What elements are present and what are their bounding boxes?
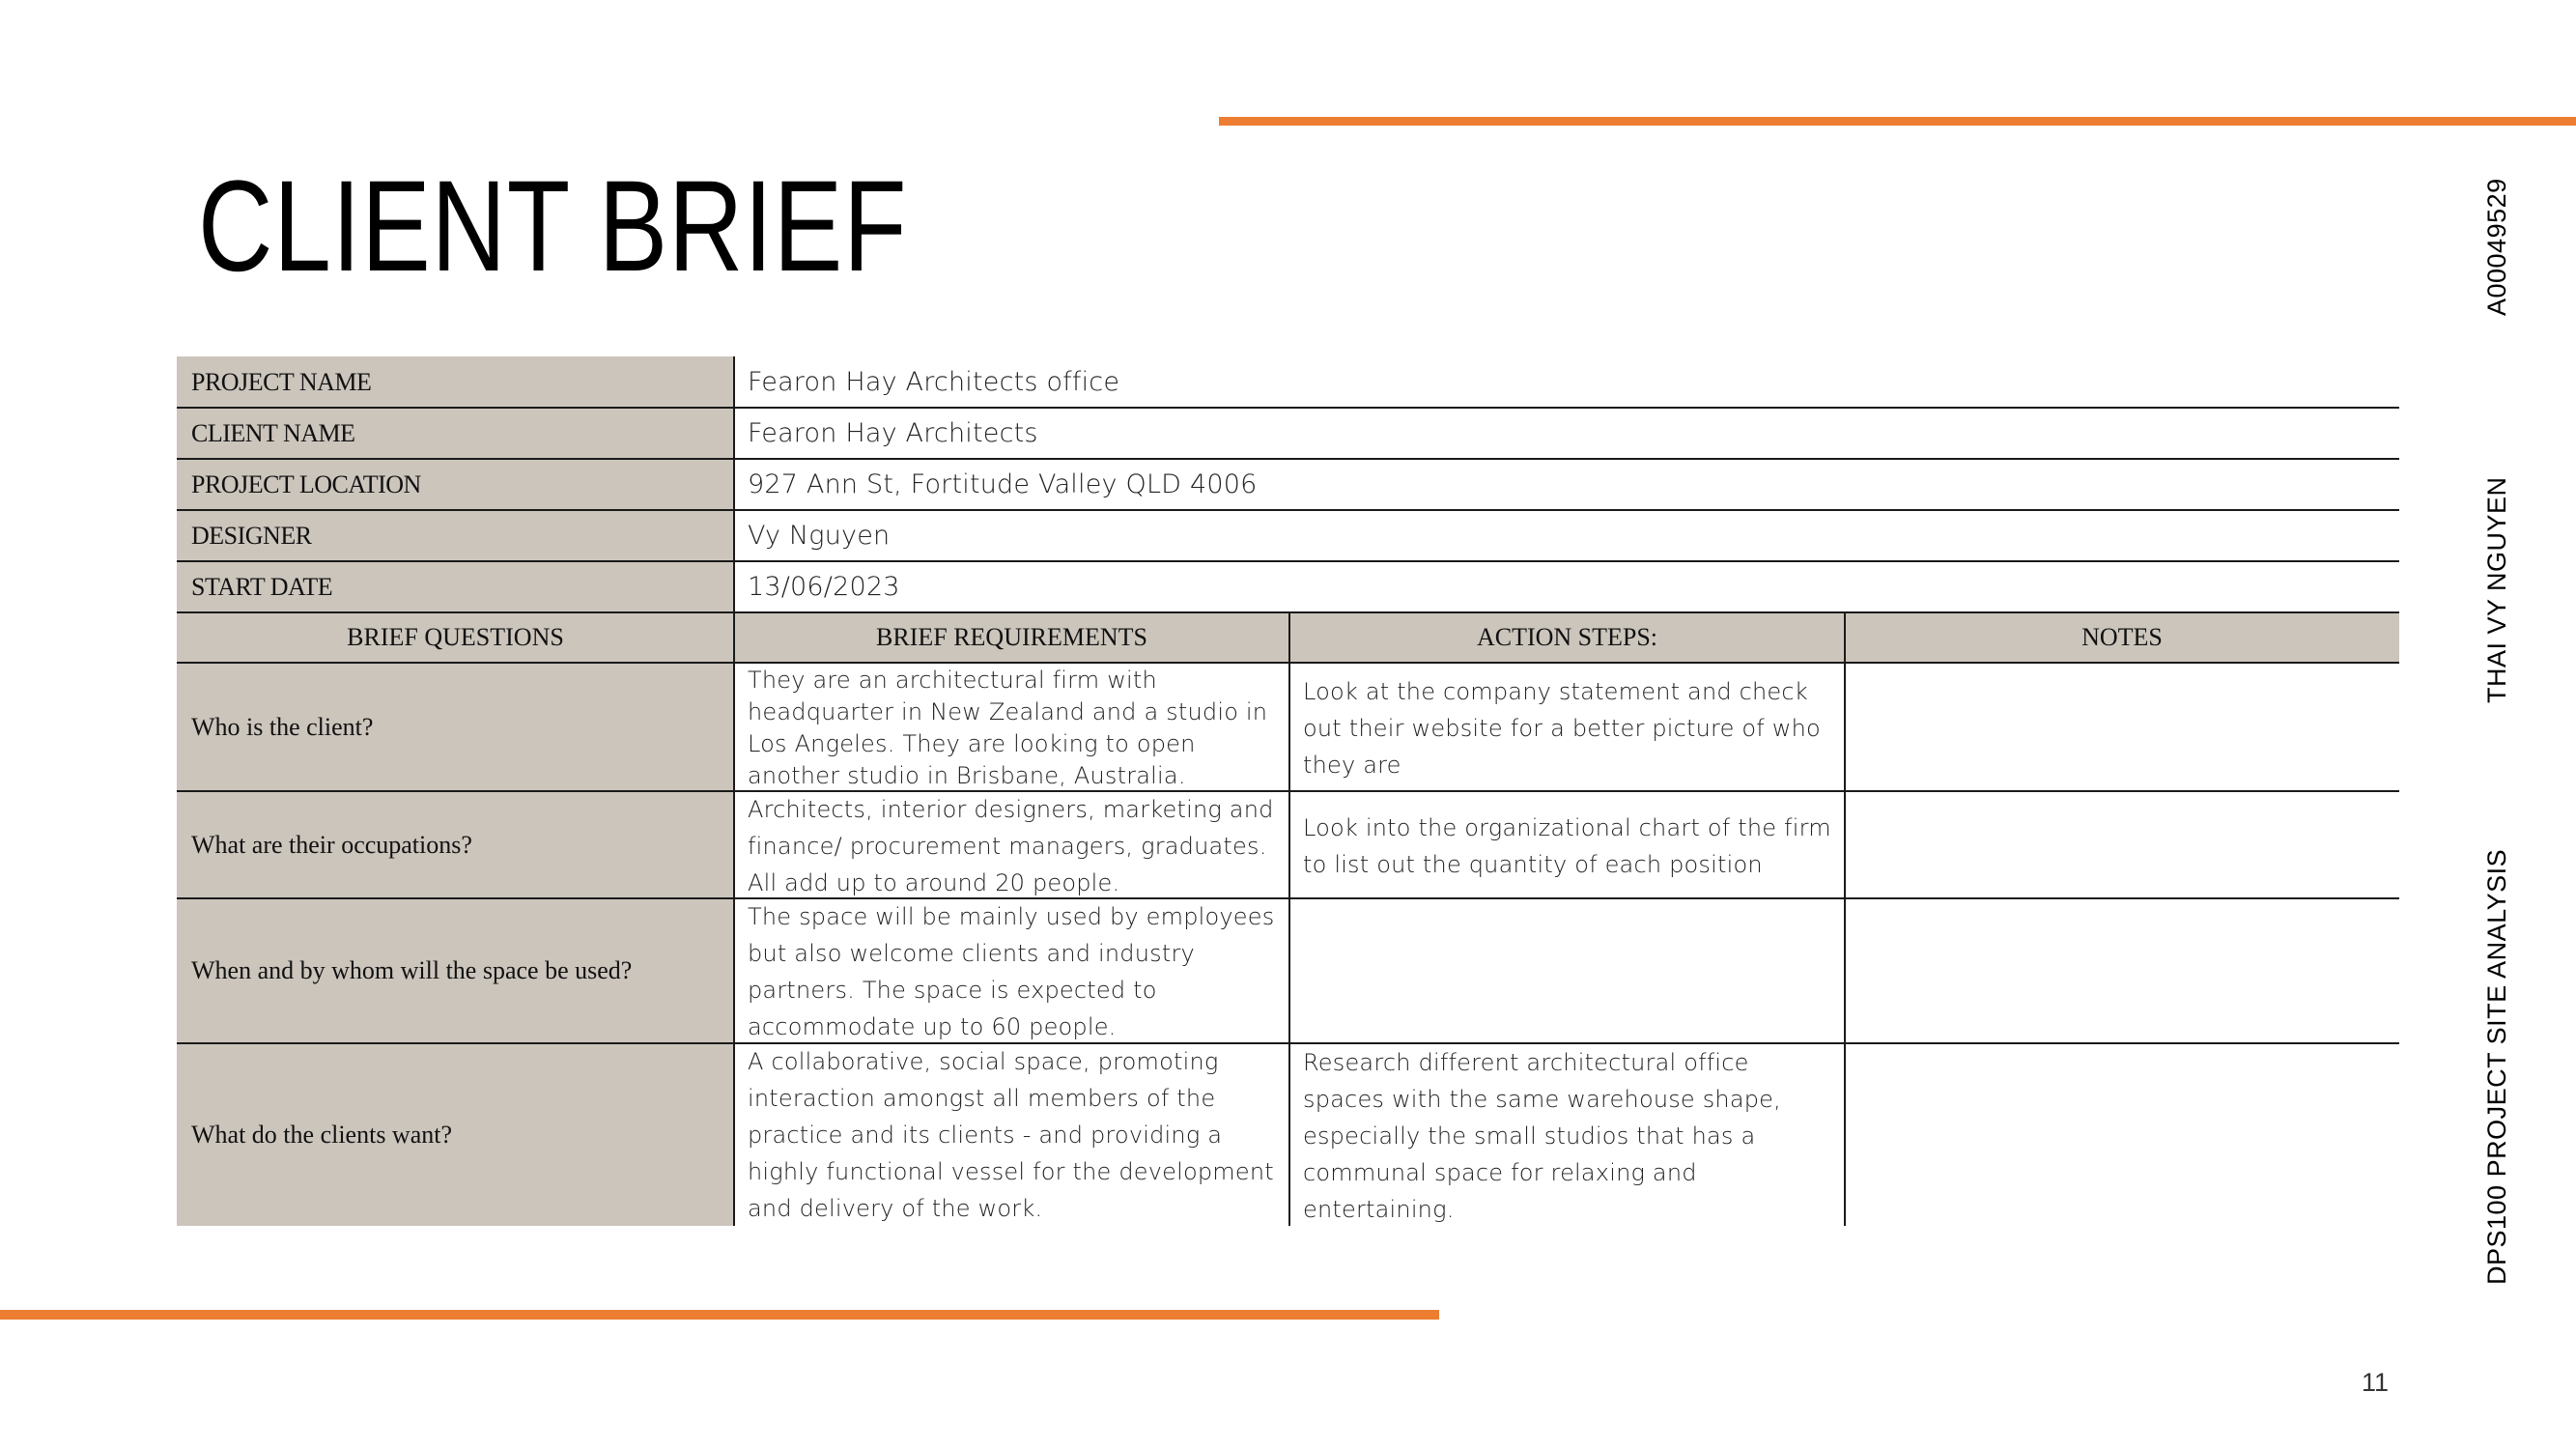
requirements-cell: The space will be mainly used by employees but also welcome clients and industry partners. The space is expected to accommodate up to 60 people.: [748, 903, 1275, 1040]
info-label-start-date: START DATE: [177, 561, 733, 612]
info-value-project-location: 927 Ann St, Fortitude Valley QLD 4006: [748, 469, 1258, 499]
requirements-cell: They are an architectural firm with headquarter in New Zealand and a studio in Los Angeles. They are looking to open another studio in Brisbane, Australia.: [748, 667, 1268, 789]
requirements-cell: A collaborative, social space, promoting interaction amongst all members of the practice and its clients - and providing a highly functional vessel for the development and delivery of the work.: [748, 1048, 1274, 1222]
info-value-start-date: 13/06/2023: [748, 572, 900, 602]
question-cell: What are their occupations?: [177, 791, 734, 898]
info-value-designer: Vy Nguyen: [748, 521, 891, 551]
info-label-designer: DESIGNER: [177, 510, 733, 561]
column-header-brief-questions: BRIEF QUESTIONS: [177, 612, 734, 663]
info-value-project-name: Fearon Hay Architects office: [748, 367, 1120, 397]
notes-cell[interactable]: [1845, 900, 2399, 1043]
table-grid-line: [177, 407, 2399, 409]
top-accent-bar: [1219, 117, 2576, 126]
action-steps-cell: [1289, 900, 1845, 1043]
question-cell: When and by whom will the space be used?: [177, 898, 734, 1043]
side-label-student-name: THAI VY NGUYEN: [2482, 476, 2511, 703]
question-cell: Who is the client?: [177, 663, 734, 791]
table-grid-line: [1844, 612, 1846, 1226]
action-steps-cell: Look at the company statement and check out their website for a better picture of who they are: [1303, 677, 1821, 779]
bottom-accent-bar: [0, 1310, 1439, 1320]
action-steps-cell: Research different architectural office spaces with the same warehouse shape, especially the small studios that has a communal space for relaxing and entertaining.: [1303, 1048, 1781, 1223]
action-steps-cell: Look into the organizational chart of the firm to list out the quantity of each position: [1303, 813, 1831, 878]
info-label-client-name: CLIENT NAME: [177, 408, 733, 459]
side-label-course: DPS100 PROJECT SITE ANALYSIS: [2482, 848, 2511, 1285]
info-label-project-location: PROJECT LOCATION: [177, 459, 733, 510]
requirements-cell: Architects, interior designers, marketing and finance/ procurement managers, graduates. All add up to around 20 people.: [748, 796, 1274, 896]
table-grid-line: [177, 458, 2399, 460]
notes-cell[interactable]: [1845, 665, 2399, 791]
table-grid-line: [733, 356, 735, 1226]
info-value-client-name: Fearon Hay Architects: [748, 418, 1038, 448]
table-grid-line: [177, 509, 2399, 511]
table-grid-line: [1288, 612, 1290, 1226]
notes-cell[interactable]: [1845, 793, 2399, 898]
info-label-project-name: PROJECT NAME: [177, 356, 733, 408]
column-header-action-steps: ACTION STEPS:: [1289, 612, 1845, 663]
column-header-notes: NOTES: [1845, 612, 2399, 663]
question-cell: What do the clients want?: [177, 1043, 734, 1226]
column-header-brief-requirements: BRIEF REQUIREMENTS: [734, 612, 1289, 663]
table-grid-line: [177, 560, 2399, 562]
page-number: 11: [2362, 1368, 2390, 1397]
notes-cell[interactable]: [1845, 1045, 2399, 1226]
side-label-student-id: A00049529: [2482, 178, 2511, 316]
page-title: CLIENT BRIEF: [198, 155, 908, 298]
